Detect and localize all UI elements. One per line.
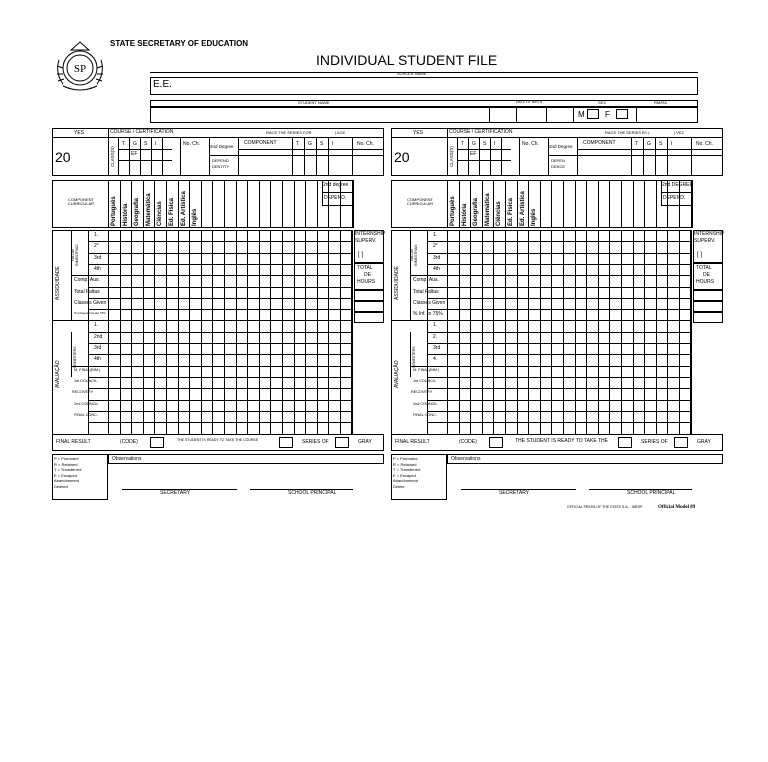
rmra-label: RM/RA — [654, 100, 667, 105]
eval-row-2: 3rd — [94, 345, 102, 351]
bimester-3: 4th — [94, 265, 101, 272]
legend-4: Abandonment — [54, 478, 79, 484]
yes-label: YES — [74, 130, 85, 136]
subject-5: Ed. Física — [508, 197, 514, 226]
final-result-label: FINAL RESULT — [395, 439, 430, 445]
series-checkbox[interactable] — [335, 437, 349, 448]
final-conc: FINAL CONC. — [413, 412, 437, 417]
internship-box-3[interactable] — [693, 301, 723, 312]
comp-aus: Comp. Aus. — [413, 277, 439, 284]
semesters-label: SEMESTERS — [412, 346, 416, 368]
ef-label: EF — [131, 151, 138, 157]
internship-box-4[interactable] — [693, 312, 723, 323]
subject-7: Inglês — [192, 208, 199, 226]
assiduidade-label: ASSIDUIDADE — [394, 266, 400, 300]
dob-field[interactable] — [489, 107, 517, 123]
total-hours-1: DE — [364, 272, 371, 278]
bimester-1: 2° — [433, 243, 438, 250]
depend-label: DEPEN — [551, 158, 565, 163]
eval-row-0: 1. — [433, 322, 438, 329]
state-seal — [53, 38, 108, 93]
total-hours-2: HOURS — [696, 279, 715, 285]
secretary-label: SECRETARY — [499, 490, 530, 496]
subject-6: Ed. Artística — [180, 191, 187, 226]
yes-label: YES — [413, 130, 424, 136]
pct-label: % Infrequência até 75% — [74, 311, 106, 316]
ace-label: | VEZ — [674, 130, 684, 135]
eval-row-3: 4. — [433, 356, 438, 363]
internship-label: INTERNSHIP — [694, 231, 725, 237]
second-degree-b-label: 2nd degree — [323, 182, 349, 188]
series-of-label: SERIES OF — [302, 439, 329, 445]
subject-1: História — [122, 203, 129, 226]
legend-3: E = Escaped — [393, 472, 416, 478]
internship-label: INTERNSHIP — [355, 231, 386, 237]
rmra-field[interactable] — [636, 107, 698, 123]
legend-0: P = Promoted — [393, 456, 418, 461]
legend-0: P = Promoted — [54, 456, 79, 461]
tgsi-label: T — [461, 141, 465, 147]
ready-checkbox[interactable] — [279, 437, 293, 448]
internship-box-3[interactable] — [354, 301, 384, 312]
total-faltas: Total Faltas — [413, 288, 439, 295]
bimester-2: 3rd — [94, 254, 102, 261]
ef-label: EF — [470, 151, 477, 157]
faltas-label: FALTAS BIMESTRAIS — [71, 244, 79, 266]
sex-female-checkbox[interactable] — [616, 109, 628, 119]
course-label: COURSE / CERTIFICATION — [449, 129, 513, 135]
second-council: 2nd COUNCIL — [413, 401, 438, 406]
internship-box-2[interactable] — [354, 290, 384, 301]
final-result-label: FINAL RESULT — [56, 439, 91, 445]
race-series-label: RACE THE SERIES BY | — [605, 130, 650, 135]
legend-4: Abandonment — [393, 478, 418, 484]
legend-3: E = Escaped — [54, 472, 77, 478]
semesters-label: SEMESTERS — [73, 346, 77, 368]
class-label: CLASS(S) — [449, 146, 454, 167]
brackets: [ ] — [358, 252, 364, 258]
depend-b-label: DEPEND. — [324, 195, 347, 201]
component-label: COMPONENT — [244, 140, 277, 146]
legend-2: T = Transferred — [54, 467, 82, 473]
bimester-0: 1. — [94, 232, 99, 238]
subject-1: História — [461, 203, 468, 226]
internship-box-2[interactable] — [693, 290, 723, 301]
assiduidade-label: ASSIDUIDADE — [55, 266, 61, 300]
observations-label: Observations — [451, 456, 481, 462]
dob-field-3[interactable] — [546, 107, 574, 123]
right-year-panel — [391, 128, 723, 503]
bimester-3: 4th — [433, 265, 440, 272]
avaliacao-label: AVALIAÇÃO — [394, 360, 400, 388]
depend-b-label: DEPEND. — [663, 195, 686, 201]
gray-label: GRAY — [697, 439, 711, 445]
code-checkbox[interactable] — [150, 437, 164, 448]
tgsi-label-2: T — [296, 141, 300, 147]
eval-row-0: 1. — [94, 322, 99, 329]
press-credit: OFFICIAL PRESS OF THE STATE S.A. - IMESP — [567, 505, 643, 509]
bimester-0: 1. — [433, 232, 438, 238]
classes-given: Classes Given — [413, 299, 446, 306]
tgsi-label: I — [494, 141, 496, 147]
principal-label: SCHOOL PRINCIPAL — [627, 490, 676, 496]
no-ch-label: No. Ch. — [522, 141, 539, 147]
tgsi-label-2: S — [320, 141, 324, 147]
observations-label: Observations — [112, 456, 142, 462]
school-name-field[interactable] — [150, 77, 698, 95]
subject-7: Inglês — [531, 208, 538, 226]
component-curricular-label: COMPONENT CURRICULAR — [406, 197, 434, 206]
second-degree-label: 2nd Degree — [210, 144, 234, 149]
recovery: RECOVERY — [72, 390, 94, 395]
tgsi-label: I — [155, 141, 157, 147]
year-value: 20 — [394, 149, 410, 165]
tgsi-label-2: G — [647, 141, 651, 147]
subject-3: Matemática — [484, 193, 491, 226]
second-degree-b-label: 2nd DEGREE — [662, 182, 693, 188]
sex-female-label: F — [605, 110, 610, 119]
final-conc: FINAL CONC. — [74, 412, 98, 417]
series-checkbox[interactable] — [674, 437, 688, 448]
code-label: (CODE) — [459, 439, 477, 445]
faltas-label: FALTAS BIMESTRAIS — [410, 244, 418, 266]
subject-0: Português — [450, 196, 456, 226]
sex-label: SEX — [598, 100, 607, 105]
legend-5: Deleted — [54, 484, 68, 489]
pct-label: % Inf. to 75% — [413, 311, 443, 318]
component-curricular-label: COMPONENT CURRICULAR — [67, 197, 95, 206]
eval-row-1: 2. — [433, 333, 438, 340]
code-checkbox[interactable] — [489, 437, 503, 448]
tgsi-label-2: I — [332, 141, 334, 147]
tgsi-label: S — [144, 141, 148, 147]
observations-box[interactable] — [447, 454, 723, 464]
tgsi-label: G — [472, 141, 476, 147]
total-hours-2: HOURS — [357, 279, 376, 285]
dob-label: DATE OF BIRTH — [516, 100, 543, 104]
subject-6: Ed. Artística — [519, 191, 526, 226]
no-ch-label-2: No. Ch. — [357, 141, 374, 147]
left-year-panel — [52, 128, 384, 503]
brackets: [ ] — [697, 252, 703, 258]
tgsi-label-2: I — [671, 141, 673, 147]
supervised-label: SUPERV. — [355, 238, 377, 244]
course-label: COURSE / CERTIFICATION — [110, 129, 174, 135]
ready-checkbox[interactable] — [618, 437, 632, 448]
bimester-2: 3rd — [433, 254, 441, 261]
second-degree-label: 2nd Degree — [549, 144, 573, 149]
series-of-label: SERIES OF — [641, 439, 668, 445]
observations-box[interactable] — [108, 454, 384, 464]
sex-male-label: M — [578, 110, 585, 119]
eval-row-3: 4th — [94, 356, 101, 363]
tgsi-label-2: S — [659, 141, 663, 147]
year-value: 20 — [55, 149, 71, 165]
m-final: M. FINAL(BIM.) — [74, 367, 101, 372]
legend-5: Delete — [393, 484, 405, 489]
seal-letters: SP — [73, 63, 87, 75]
legend-1: R = Retained — [393, 461, 417, 467]
total-hours-1: DE — [703, 272, 710, 278]
internship-box-4[interactable] — [354, 312, 384, 323]
page-title: INDIVIDUAL STUDENT FILE — [316, 52, 498, 68]
second-council: 2nd COUNCIL — [74, 401, 99, 406]
school-name-label: SCHOOL NAME — [397, 71, 427, 76]
student-name-label: STUDENT NAME — [298, 100, 330, 105]
code-label: (CODE) — [120, 439, 138, 445]
student-name-field[interactable] — [150, 107, 490, 123]
first-council: 1st COUNCIL — [74, 378, 98, 383]
secretary-label: SECRETARY — [160, 490, 191, 496]
eval-row-2: 3rd — [433, 345, 441, 351]
subject-4: Ciências — [496, 201, 503, 226]
subject-4: Ciências — [157, 201, 164, 226]
total-hours-0: TOTAL — [696, 265, 712, 271]
tgsi-label-2: T — [635, 141, 639, 147]
principal-label: SCHOOL PRINCIPAL — [288, 490, 337, 496]
tgsi-label: T — [122, 141, 126, 147]
legend-2: T = Transferred — [393, 467, 421, 473]
recovery: RECOVERY — [411, 390, 433, 395]
ready-label: THE STUDENT IS READY TO TAKE THE — [515, 438, 608, 444]
student-name-header — [150, 100, 698, 107]
tgsi-label: S — [483, 141, 487, 147]
dob-field-2[interactable] — [516, 107, 547, 123]
race-series-label: RACE THE SERIES FOR — [266, 130, 312, 135]
no-ch-label: No. Ch. — [183, 141, 200, 147]
legend-1: R = Retained — [54, 461, 78, 467]
sex-male-checkbox[interactable] — [587, 109, 599, 119]
subject-2: Geografia — [134, 197, 141, 226]
tgsi-label-2: G — [308, 141, 312, 147]
subject-0: Português — [111, 196, 117, 226]
gray-label: GRAY — [358, 439, 372, 445]
dentity-label: DENTITY — [212, 164, 230, 169]
component-label: COMPONENT — [583, 140, 616, 146]
avaliacao-label: AVALIAÇÃO — [55, 360, 61, 388]
subject-2: Geografia — [473, 197, 480, 226]
depend-label: DEPEND — [212, 158, 229, 163]
first-council: 1st COUNCIL — [413, 378, 437, 383]
eval-row-1: 2nd — [94, 333, 103, 340]
total-hours-0: TOTAL — [357, 265, 373, 271]
agency-name: STATE SECRETARY OF EDUCATION — [110, 39, 249, 48]
class-label: CLASS(S) — [110, 146, 115, 167]
model-number: Official Model 89 — [658, 505, 696, 510]
total-faltas: Total Faltas — [74, 288, 100, 295]
classes-given: Classes Given — [74, 299, 107, 306]
ace-label: | ACE — [335, 130, 346, 135]
ready-label: THE STUDENT IS READY TO TAKE THE COURSE — [177, 438, 259, 442]
dentity-label: DENCE — [551, 164, 566, 169]
bimester-1: 2° — [94, 243, 99, 250]
subject-3: Matemática — [145, 193, 152, 226]
school-prefix: E.E. — [153, 79, 172, 90]
supervised-label: SUPERV. — [694, 238, 716, 244]
subject-5: Ed. Física — [169, 197, 175, 226]
comp-aus: Comp. Aus. — [74, 277, 100, 284]
tgsi-label: G — [133, 141, 137, 147]
no-ch-label-2: No. Ch. — [696, 141, 713, 147]
m-final: M. FINAL(BIM.) — [413, 367, 440, 372]
